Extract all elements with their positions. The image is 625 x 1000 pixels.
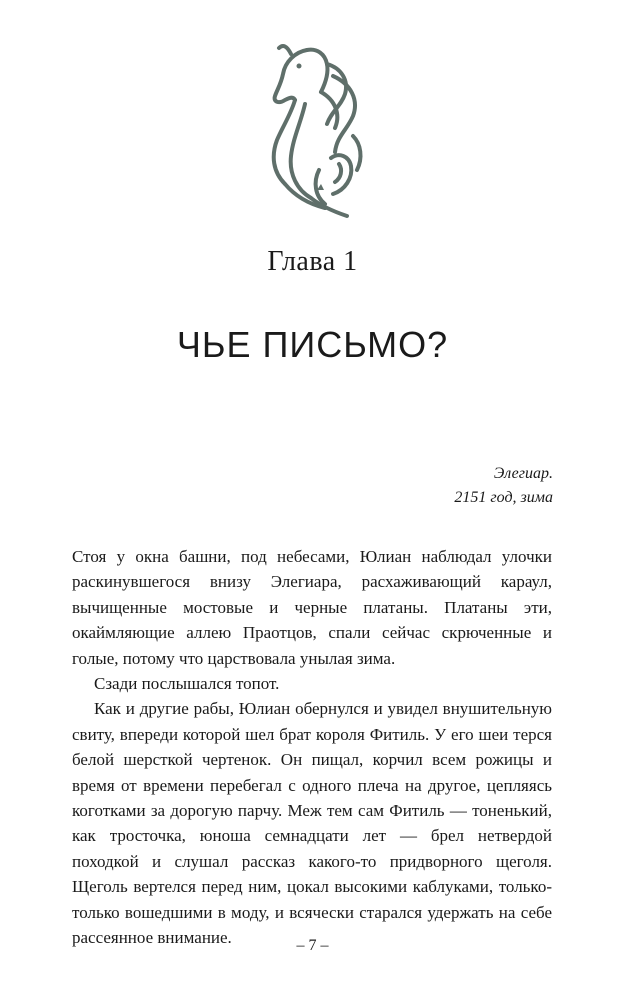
paragraph: Как и другие рабы, Юлиан обернулся и увидел внушительную свиту, впереди которой шел брат короля Фитиль. У его шеи терся белой шерсткой чертенок. Он пищал, корчил всем рожицы и время от времени перебегал с одного плеча на другое, цепляясь коготками за дорогую парчу. Меж тем сам Фитиль — тоненький, как тросточка, юноша семнадцати лет — брел нетвердой походкой и слушал рассказ какого-то придворного щеголя. Щеголь вертелся перед ним, цокал высокими каблуками, только-только вошедшими в моду, и всячески старался удержать на себе рассеянное внимание. [72, 699, 552, 948]
epigraph [454, 462, 553, 510]
chapter-label: Глава 1 [267, 246, 358, 277]
chapter-title: ЧЬЕ ПИСЬМО? [176, 324, 449, 365]
page-number: – 7 – [296, 937, 329, 954]
body-text [72, 544, 552, 951]
epigraph-place: Элегиар. [493, 465, 553, 482]
seahorse-knight-emblem-icon [255, 40, 370, 230]
paragraph: Сзади послышался топот. [94, 674, 280, 694]
paragraph: Стоя у окна башни, под небесами, Юлиан наблюдал улочки раскинувшегося внизу Элегиара, расхаживающий караул, вычищенные мостовые и черные платаны. Платаны эти, окаймляющие аллею Праотцов, спали сейчас скрюченные и голые, потому что царствовала унылая зима. [72, 547, 552, 668]
epigraph-date: 2151 год, зима [454, 489, 553, 506]
